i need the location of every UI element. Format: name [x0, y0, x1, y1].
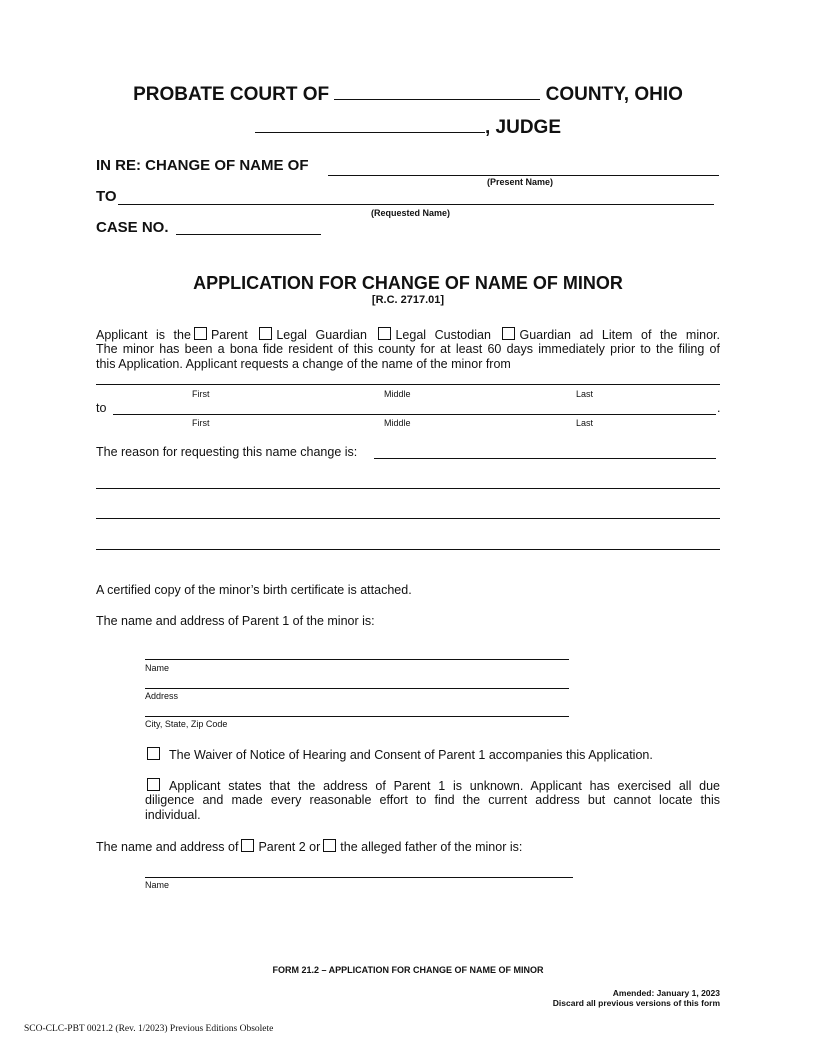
parent2-checkbox[interactable] [241, 839, 254, 852]
parent1-name-field[interactable] [145, 659, 569, 660]
waiver-text: The Waiver of Notice of Hearing and Consent of Parent 1 accompanies this Application. [169, 748, 653, 762]
case-no-label: CASE NO. [96, 219, 169, 236]
parent2-name-field[interactable] [145, 877, 573, 878]
last-caption: Last [576, 418, 594, 428]
present-minor-name-field[interactable] [96, 384, 720, 385]
diligence-text: diligence and made every reasonable effort to find the current address but cannot locate this [145, 793, 720, 807]
waiver-checkbox[interactable] [147, 747, 160, 760]
residency-statement: The minor has been a bona fide resident of this county for at least 60 days immediately prior to the filing of [96, 342, 720, 356]
parent1-address-field[interactable] [145, 688, 569, 689]
birth-certificate-statement: A certified copy of the minor’s birth certificate is attached. [96, 583, 412, 597]
parent2-prefix: The name and address of [96, 840, 239, 854]
alleged-father-checkbox[interactable] [323, 839, 336, 852]
request-statement: this Application. Applicant requests a change of the name of the minor from [96, 357, 511, 371]
reason-field[interactable] [374, 458, 716, 459]
waiver-line [145, 747, 653, 763]
reason-line-3[interactable] [96, 518, 720, 519]
first-caption: First [192, 389, 210, 399]
parent1-city-field[interactable] [145, 716, 569, 717]
to-word: to [96, 401, 107, 415]
parent2-label: Parent 2 or [258, 840, 321, 854]
middle-caption: Middle [384, 418, 411, 428]
individual-text: individual. [145, 808, 201, 822]
parent1-name-caption: Name [145, 663, 170, 673]
last-caption: Last [576, 389, 594, 399]
middle-caption: Middle [384, 389, 411, 399]
amended-date: Amended: January 1, 2023 [612, 988, 720, 998]
reason-label: The reason for requesting this name change is: [96, 445, 358, 459]
county-field[interactable] [334, 99, 540, 100]
court-suffix: COUNTY, OHIO [545, 84, 683, 105]
legal-guardian-label: Legal Guardian [276, 328, 367, 342]
legal-guardian-checkbox[interactable] [259, 327, 272, 340]
case-no-field[interactable] [176, 234, 321, 235]
applicant-role-line [96, 327, 720, 343]
guardian-ad-litem-label: Guardian ad Litem of the minor. [519, 328, 720, 342]
guardian-ad-litem-checkbox[interactable] [502, 327, 515, 340]
parent1-address-caption: Address [145, 691, 179, 701]
period: . [717, 401, 721, 415]
legal-custodian-checkbox[interactable] [378, 327, 391, 340]
requested-name-caption: (Requested Name) [371, 208, 451, 218]
parent2-intro [96, 839, 522, 855]
reason-line-4[interactable] [96, 549, 720, 550]
requested-name-field[interactable] [118, 204, 714, 205]
unknown-address-text: Applicant states that the address of Parent 1 is unknown. Applicant has exercised all due [169, 779, 720, 793]
parent2-name-caption: Name [145, 880, 170, 890]
footer-form-title: FORM 21.2 – APPLICATION FOR CHANGE OF NAME OF MINOR [272, 965, 544, 975]
parent1-city-caption: City, State, Zip Code [145, 719, 228, 729]
legal-custodian-label: Legal Custodian [395, 328, 491, 342]
form-code: SCO-CLC-PBT 0021.2 (Rev. 1/2023) Previous Editions Obsolete [24, 1024, 274, 1034]
court-heading [0, 84, 816, 106]
court-prefix: PROBATE COURT OF [133, 84, 330, 105]
in-re-label: IN RE: CHANGE OF NAME OF [96, 157, 309, 174]
unknown-address-checkbox[interactable] [147, 778, 160, 791]
statute-reference: [R.C. 2717.01] [371, 294, 445, 306]
to-label: TO [96, 188, 117, 205]
parent-checkbox[interactable] [194, 327, 207, 340]
unknown-address-line [145, 778, 720, 794]
parent1-intro: The name and address of Parent 1 of the minor is: [96, 614, 375, 628]
judge-field[interactable] [255, 132, 485, 133]
first-caption: First [192, 418, 210, 428]
discard-notice: Discard all previous versions of this form [552, 998, 720, 1008]
judge-line [0, 117, 816, 139]
reason-line-2[interactable] [96, 488, 720, 489]
present-name-field[interactable] [328, 175, 719, 176]
applicant-prefix: Applicant is the [96, 328, 191, 342]
judge-suffix: , JUDGE [484, 117, 562, 138]
form-title: APPLICATION FOR CHANGE OF NAME OF MINOR [193, 273, 623, 293]
new-minor-name-field[interactable] [113, 414, 716, 415]
parent-option-label: Parent [210, 328, 248, 342]
present-name-caption: (Present Name) [487, 177, 554, 187]
alleged-father-label: the alleged father of the minor is: [340, 840, 523, 854]
